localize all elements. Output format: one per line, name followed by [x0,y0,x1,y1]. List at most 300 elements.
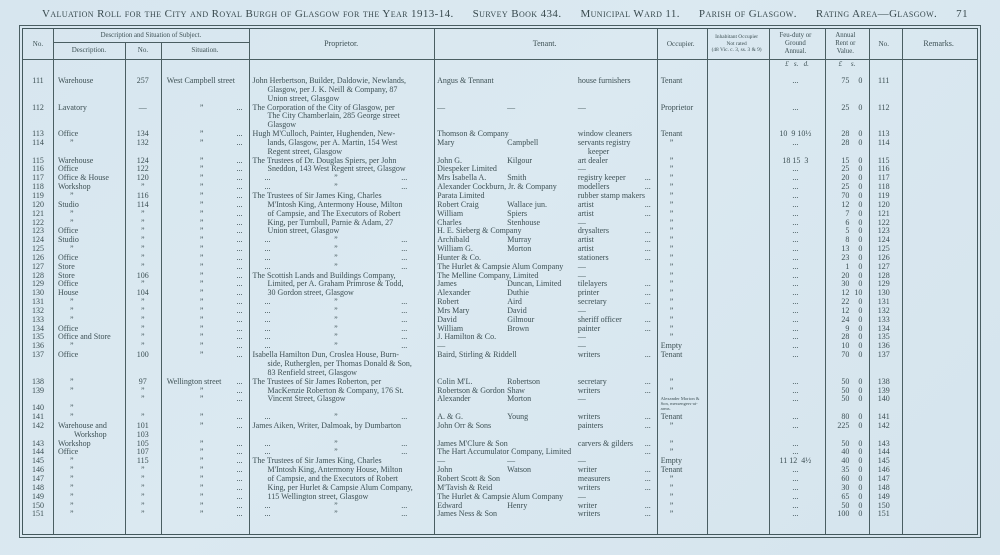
occupier-text: ” [669,491,674,501]
cell-street-no: ” [140,217,145,227]
cell-inhabitant-occupier [706,104,768,113]
description-text: ” [69,412,74,422]
cell-no-left: 138 [31,376,44,386]
cell-no-right: 115 [877,155,890,165]
cell-inhabitant-occupier [706,369,768,378]
ellipsis: ... [236,314,243,324]
rent-pounds: 20 [841,270,850,280]
header-group-underline [53,42,249,43]
rent-pounds [823,360,849,369]
header-inhabitant-line2: Not rated [726,40,747,47]
tenant-forename: Archibald [437,235,470,245]
situation-text: Wellington street [166,376,222,386]
situation-text: ” [199,102,204,112]
cell-street-no: ” [140,323,145,333]
rent-pounds: 1 [845,261,850,271]
situation-text: ” [199,182,204,192]
cell-no-right [867,112,900,121]
cell-situation [161,112,249,121]
cell-situation [161,395,249,404]
ellipsis: ... [401,332,408,342]
ditto-mark: ” [334,297,338,307]
cell-situation [161,263,249,272]
cell-feu-duty: ... [792,102,799,112]
cell-remarks [900,413,977,422]
cell-street-no: 124 [136,155,149,165]
cell-street-no: ” [140,297,145,307]
rent-pounds: 28 [841,129,850,139]
header-inhabitant-line1: Inhabitant Occupier [715,33,759,40]
cell-no-right: 139 [877,385,890,395]
tenant-surname: Young [507,412,529,422]
cell-no-right: 117 [877,173,890,183]
description-text: ” [69,341,74,351]
table-row [23,139,977,148]
cell-description [53,183,125,192]
cell-situation [161,316,249,325]
rent-shillings: 0 [858,297,863,307]
cell-situation [161,157,249,166]
table-row [23,457,977,466]
cell-occupier [656,219,706,228]
ellipsis: ... [644,438,651,448]
description-text: ” [69,500,74,510]
cell-street-no: 257 [136,76,149,85]
cell-feu-duty [767,112,823,121]
tenant-surname: Spiers [507,208,528,218]
cell-situation [161,201,249,210]
header-situation: Situation. [191,46,219,55]
cell-street-no: ” [140,332,145,342]
cell-no-right: 112 [877,102,890,112]
situation-text: ” [199,394,204,404]
header-description: Description. [71,46,107,55]
occupation-text: writer [577,465,597,475]
tenant-surname: Henry [507,500,528,510]
ellipsis: ... [644,173,651,183]
cell-feu-duty: ... [792,332,799,342]
cell-tenant [433,95,578,104]
cell-inhabitant-occupier [706,263,768,272]
parish-label: Parish of Glasgow. [698,8,797,20]
cell-inhabitant-occupier [706,351,768,360]
occupation-text: servants registry [577,137,631,147]
occupation-text: measurers [577,473,611,483]
rent-pounds: 50 [841,394,850,404]
rent-pounds: 40 [841,456,850,466]
cell-street-no: ” [140,465,145,475]
cell-street-no: 100 [136,350,149,360]
cell-inhabitant-occupier [706,227,768,236]
cell-no-right: 116 [877,164,890,174]
ellipsis: ... [236,217,243,227]
cell-remarks [900,333,977,342]
description-text: Office [57,279,79,289]
ditto-mark: ” [334,447,338,457]
description-text: Office [57,323,79,333]
cell-occupier [656,484,706,493]
occupier-text: ” [669,288,674,298]
cell-no-left: 116 [32,164,44,174]
tenant-name: Hunter & Co. [437,252,481,262]
tenant-forename: James [437,279,457,289]
cell-remarks [900,475,977,484]
cell-situation [161,254,249,263]
cell-street-no: ” [140,208,145,218]
cell-no-left: 125 [31,244,44,254]
cell-situation [161,183,249,192]
ellipsis: ... [644,350,651,360]
rent-shillings: 0 [858,226,863,236]
cell-rent [823,139,867,148]
ellipsis: ... [644,385,651,395]
ellipsis: ... [236,465,243,475]
tenant-name: The Hurlet & Campsie Alum Company [437,491,564,501]
cell-no-left: 148 [31,482,44,492]
cell-situation [161,227,249,236]
cell-feu-duty: ... [792,438,799,448]
description-text: Store [57,270,75,280]
rent-pounds: 9 [845,323,850,333]
table-row [23,394,977,412]
ellipsis: ... [264,261,271,271]
cell-occupation [578,387,656,396]
ellipsis: ... [236,252,243,262]
table-row [23,227,977,236]
rent-shillings: 0 [858,376,863,386]
cell-no-left: 113 [32,129,44,139]
table-row [23,493,977,502]
column-rule [825,29,826,534]
cell-situation [161,236,249,245]
cell-remarks [900,263,977,272]
rent-pounds: 28 [841,332,850,342]
situation-text: ” [199,199,204,209]
ellipsis: ... [264,323,271,333]
cell-description [53,77,125,86]
cell-situation [161,192,249,201]
cell-feu-duty: ... [792,208,799,218]
ellipsis: ... [644,465,651,475]
cell-occupation [578,351,656,360]
cell-inhabitant-occupier [706,342,768,351]
rent-shillings: 0 [858,482,863,492]
cell-no-right: 151 [877,509,890,519]
ellipsis: ... [644,235,651,245]
rent-shillings: 0 [858,314,863,324]
cell-rent [823,351,867,360]
cell-no-left: 146 [31,465,44,475]
situation-text: ” [199,456,204,466]
rent-pounds: 20 [841,173,850,183]
rent-pounds: 12 [841,305,850,315]
cell-occupier [656,139,706,148]
tenant-forename: David [437,314,457,324]
table-row [23,236,977,245]
occupier-text: ” [669,279,674,289]
occupation-text: writers [577,412,601,422]
proprietor-text: Glasgow [267,120,296,130]
header-desc-subrow [53,42,249,59]
cell-occupier [656,148,706,157]
ellipsis: ... [236,456,243,466]
cell-occupier [656,316,706,325]
ellipsis: ... [236,199,243,209]
cell-no-right: 150 [877,500,890,510]
cell-feu-duty: ... [792,252,799,262]
cell-inhabitant-occupier [706,333,768,342]
situation-text: ” [199,155,204,165]
header-feu-duty: Feu-duty or Ground Annual. [779,31,812,56]
cell-description [53,466,125,475]
proprietor-text: King, per Hurlet & Campsie Alum Company, [267,482,413,492]
cell-rent [823,77,867,86]
cell-feu-duty: ... [792,270,799,280]
situation-text: ” [199,412,204,422]
cell-situation [161,404,249,413]
cell-proprietor [249,510,434,519]
rent-pounds: 50 [841,500,850,510]
cell-no-left: 114 [32,137,44,147]
cell-occupier [656,510,706,519]
cell-rent [823,510,867,519]
occupation-text: — [577,491,586,501]
occupation-text: — [577,305,586,315]
table-row [23,475,977,484]
cell-feu-duty: ... [792,76,799,85]
cell-no-left: 111 [32,76,44,85]
tenant-forename: Charles [437,217,462,227]
tenant-name: Diespeker Limited [437,164,497,174]
occupier-text: ” [669,500,674,510]
cell-remarks [900,192,977,201]
description-text: ” [69,456,74,466]
occupier-text: Empty [660,341,683,351]
cell-occupation [578,157,656,166]
table-row [23,404,977,413]
tenant-surname: Robertson [507,376,541,386]
cell-description [53,493,125,502]
cell-occupier [656,395,706,412]
cell-remarks [900,254,977,263]
ellipsis: ... [264,447,271,457]
table-row [23,422,977,431]
occupation-text: art dealer [577,155,608,165]
rent-shillings: 0 [858,164,863,174]
occupier-text: ” [669,376,674,386]
occupation-text: writers [577,482,601,492]
cell-inhabitant-occupier [706,422,768,431]
ellipsis: ... [236,420,243,430]
cell-feu-duty: ... [792,297,799,307]
description-text: Studio [57,235,79,245]
description-text: ” [69,137,74,147]
proprietor-text: Sneddon, 143 West Regent street, Glasgow [267,164,406,174]
cell-inhabitant-occupier [706,325,768,334]
cell-inhabitant-occupier [706,157,768,166]
cell-situation [161,104,249,113]
cell-no-right: 130 [877,288,890,298]
description-text: ” [69,244,74,254]
cell-inhabitant-occupier [706,395,768,404]
cell-description [53,104,125,113]
ellipsis: ... [644,314,651,324]
cell-occupation [578,422,656,431]
cell-tenant [433,448,578,457]
cell-occupier [656,77,706,86]
cell-situation [161,219,249,228]
cell-street-no: 106 [136,270,149,280]
rent-pounds: 50 [841,376,850,386]
table-row [23,201,977,210]
rent-shillings: 0 [858,102,863,112]
cell-remarks [900,360,977,369]
situation-text: ” [199,420,204,430]
occupation-text: painters [577,420,604,430]
occupation-text: — [577,332,586,342]
cell-tenant [433,395,578,404]
ellipsis: ... [264,332,271,342]
cell-no-left: 124 [31,235,44,245]
cell-rent [823,360,867,369]
ditto-mark: ” [334,323,338,333]
cell-remarks [900,104,977,113]
ellipsis: ... [236,376,243,386]
cell-inhabitant-occupier [706,475,768,484]
tenant-surname: Aird [507,297,522,307]
table-row [23,210,977,219]
situation-text: ” [199,385,204,395]
cell-occupation [578,360,656,369]
cell-remarks [900,404,977,413]
rent-pounds: 13 [841,244,850,254]
cell-no-right [867,86,900,95]
tenant-forename: Alexander [437,288,471,298]
cell-no-left: 143 [31,438,44,448]
tenant-forename: Robertson & Gordon [437,385,505,395]
cell-no-left [23,112,53,121]
rent-pounds: 225 [837,420,850,430]
cell-situation [161,431,249,440]
ellipsis: ... [644,500,651,510]
header-remarks: Remarks. [923,39,954,49]
rent-pounds: 12 [841,288,850,298]
ellipsis: ... [644,244,651,254]
cell-occupier [656,104,706,113]
description-text: ” [69,217,74,227]
cell-remarks [900,378,977,387]
cell-no-right: 119 [877,190,890,200]
rent-shillings: 0 [858,252,863,262]
cell-no-right: 142 [877,420,890,430]
cell-street-no: ” [140,385,145,395]
table-row [23,77,977,86]
cell-occupier [656,289,706,298]
tenant-surname: Watson [507,465,531,475]
cell-situation [161,95,249,104]
table-row [23,104,977,113]
cell-remarks [900,493,977,502]
ellipsis: ... [236,332,243,342]
cell-no-left: 120 [31,199,44,209]
cell-inhabitant-occupier [706,254,768,263]
cell-street-no: ” [140,305,145,315]
tenant-name: James M'Clure & Son [437,438,508,448]
occupier-text: Tenant [660,412,683,422]
occupation-text: writers [577,385,601,395]
description-text: ” [69,473,74,483]
proprietor-text: 83 Renfield street, Glasgow [267,367,357,377]
cell-occupier [656,413,706,422]
tenant-name: John Orr & Sons [437,420,492,430]
tenant-surname: Duthie [507,288,529,298]
occupation-text: — [577,102,586,112]
occupation-text: writers [577,350,601,360]
tenant-forename: John G. [437,155,463,165]
rent-pounds: 25 [841,102,850,112]
cell-no-right: 149 [877,491,890,501]
rent-shillings: 0 [858,447,863,457]
rating-area-label: Rating Area—Glasgow. [815,8,938,20]
occupier-text: ” [669,137,674,147]
cell-tenant [433,457,578,466]
ellipsis: ... [644,376,651,386]
occupier-text: ” [669,305,674,315]
cell-street-no: ” [140,412,145,422]
rent-shillings: 0 [858,199,863,209]
cell-remarks [900,325,977,334]
ellipsis: ... [236,279,243,289]
rent-shillings: 0 [858,244,863,254]
occupation-text: sheriff officer [577,314,622,324]
table-row [23,510,977,519]
table-row [23,112,977,121]
ellipsis: ... [236,288,243,298]
cell-remarks [900,457,977,466]
cell-inhabitant-occupier [706,280,768,289]
description-text: Office [57,252,79,262]
cell-remarks [900,165,977,174]
rent-pounds: 60 [841,473,850,483]
occupier-text: ” [669,164,674,174]
description-text: Office & House [57,173,109,183]
tenant-name: The Hurlet & Campsie Alum Company [437,261,564,271]
cell-no-right: 111 [877,76,890,85]
description-text: ” [69,305,74,315]
cell-inhabitant-occupier [706,448,768,457]
cell-remarks [900,510,977,519]
ellipsis: ... [264,252,271,262]
proprietor-text: Regent street, Glasgow [267,146,342,156]
cell-no-left: 127 [31,261,44,271]
cell-situation [161,325,249,334]
tenant-name: Baird, Stirling & Riddell [437,350,517,360]
ellipsis: ... [401,244,408,254]
cell-no-left: 150 [31,500,44,510]
rent-shillings [849,86,862,95]
proprietor-text: MacKenzie Roberton & Company, 176 St. [267,385,404,395]
rent-pounds: 25 [841,182,850,192]
situation-text: ” [199,314,204,324]
description-text: Office [57,164,79,174]
cell-situation [161,307,249,316]
situation-text: ” [199,465,204,475]
tenant-forename: — [437,456,446,466]
cell-description [53,139,125,148]
cell-no-left: 133 [31,314,44,324]
cell-inhabitant-occupier [706,245,768,254]
occupation-text: — [577,341,586,351]
